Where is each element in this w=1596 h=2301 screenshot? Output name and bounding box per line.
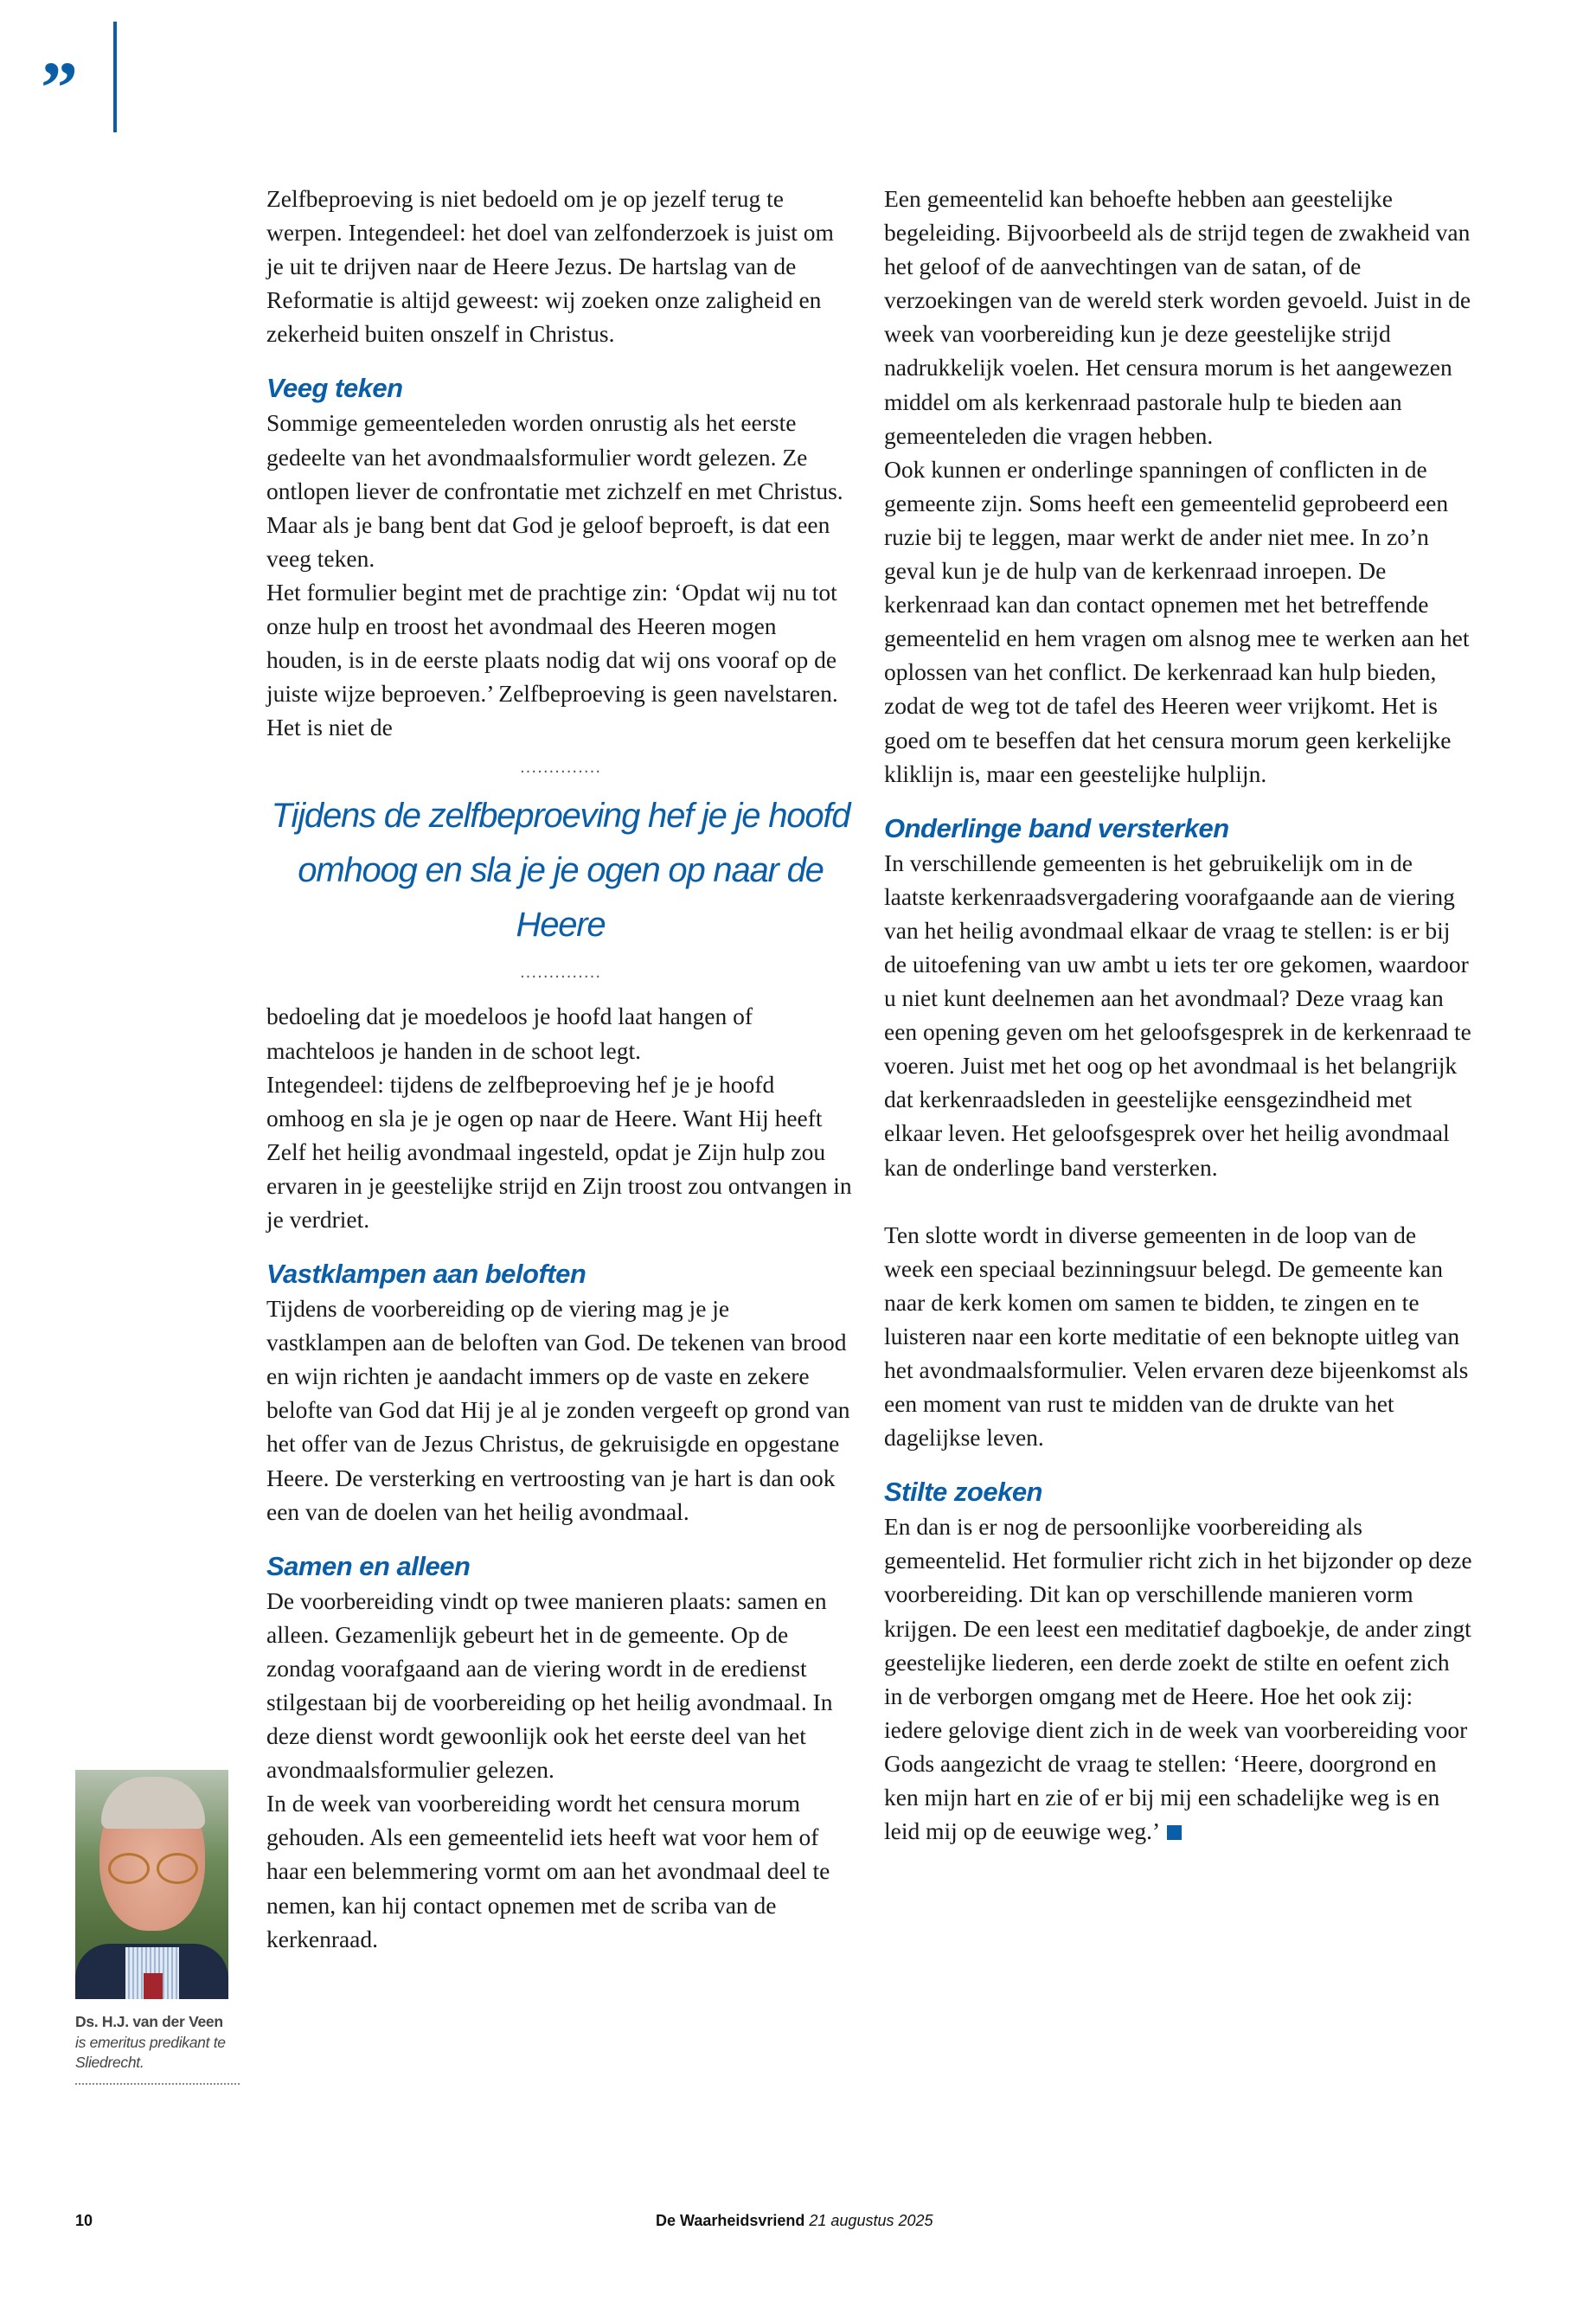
publication-name: De Waarheidsvriend bbox=[656, 2212, 805, 2229]
dotted-divider: .............. bbox=[519, 759, 602, 778]
section-onderlinge-band bbox=[884, 811, 1472, 1455]
paragraph: bedoeling dat je moedeloos je hoofd laat hangen of machteloos je handen in de schoot legt. bbox=[266, 1003, 753, 1064]
accent-rule bbox=[113, 22, 117, 132]
paragraph: Sommige gemeenteleden worden onrustig als het eerste gedeelte van het avondmaalsformulier wordt gelezen. Ze ontlopen liever de confrontatie met zichzelf en met Christus. Maar als je bang bent dat God je geloof beproeft, is dat een veeg teken. bbox=[266, 409, 843, 572]
publication-footer bbox=[656, 2212, 933, 2230]
article-column-right bbox=[884, 182, 1472, 1848]
paragraph: In verschillende gemeenten is het gebruikelijk om in de laatste kerkenraadsvergadering voorafgaande aan de viering van het heilig avondmaal elkaar de vraag te stellen: is er bij de uitoefening van uw ambt u iets ter ore gekomen, waardoor u niet kunt deelnemen aan het avondmaal? Deze vraag kan een opening geven om het geloofsgesprek in de kerkenraad te voeren. Juist met het oog op het avondmaal is het belangrijk dat kerkenraadsleden in geestelijke eensgezindheid met elkaar leven. Het geloofsgesprek over het heilig avondmaal kan de onderlinge band versterken. bbox=[884, 849, 1471, 1181]
paragraph-gap bbox=[884, 1184, 1472, 1218]
author-name: Ds. H.J. van der Veen bbox=[75, 2013, 223, 2030]
article-column-left bbox=[266, 182, 855, 1956]
page-number: 10 bbox=[75, 2212, 93, 2229]
section-heading: Onderlinge band versterken bbox=[884, 812, 1229, 843]
issue-date: 21 augustus 2025 bbox=[809, 2212, 933, 2229]
pull-quote-text: Tijdens de zelfbeproeving hef je je hoofd omhoog en sla je je ogen op naar de Heere bbox=[271, 797, 850, 945]
paragraph: Het formulier begint met de prachtige zin: ‘Opdat wij nu tot onze hulp en troost het avondmaal des Heeren mogen houden, is in de eerste plaats nodig dat wij ons vooraf op de juiste wijze beproeven.’ Zelfbeproeving is geen navelstaren. Het is niet de bbox=[266, 578, 838, 741]
section-heading: Vastklampen aan beloften bbox=[266, 1259, 586, 1290]
paragraph: Ook kunnen er onderlinge spanningen of conflicten in de gemeente zijn. Soms heeft een gemeentelid geprobeerd een ruzie bij te leggen, maar werkt de ander niet mee. In zo’n geval kun je de hulp van de kerkenraad inroepen. De kerkenraad kan dan contact opnemen met het betreffende gemeentelid en hem vragen om alsnog mee te werken aan het oplossen van het conflict. De kerkenraad kan hulp bieden, zodat de weg tot de tafel des Heeren weer vrijkomt. Het is goed om te beseffen dat het censura morum geen kerkelijke kliklijn is, maar een geestelijke hulplijn. bbox=[884, 455, 1470, 787]
quote-mark-icon: ” bbox=[41, 46, 73, 129]
paragraph bbox=[884, 1509, 1472, 1848]
author-box bbox=[75, 1770, 240, 2085]
paragraph: Een gemeentelid kan behoefte hebben aan geestelijke begeleiding. Bijvoorbeeld als de strijd tegen de zwakheid van het geloof of de aanvechtingen van de satan, of de verzoekingen van de wereld sterk worden gevoeld. Juist in de week van voorbereiding kun je deze geestelijke strijd nadrukkelijk voelen. Het censura morum is het aangewezen middel om als kerkenraad pastorale hulp te bieden aan gemeenteleden die vragen hebben. bbox=[884, 185, 1471, 449]
section-heading: Samen en alleen bbox=[266, 1550, 471, 1581]
paragraph-text: En dan is er nog de persoonlijke voorbereiding als gemeentelid. Het formulier richt zich in het bijzonder op deze voorbereiding. Dit kan op verschillende manieren vorm krijgen. De een leest een meditatief dagboekje, de ander zingt geestelijke liederen, een derde zoekt de stilte en oefent zich in de verborgen omgang met de Heere. Hoe het ook zij: iedere gelovige dient zich in de week van voorbereiding voor Gods aangezicht de vraag te stellen: ‘Heere, doorgrond en ken mijn hart en zie of er bij mij een schadelijke weg is en leid mij op de eeuwige weg.’ bbox=[884, 1513, 1472, 1845]
section-heading: Stilte zoeken bbox=[884, 1477, 1042, 1508]
section-heading: Veeg teken bbox=[266, 373, 403, 404]
author-photo bbox=[75, 1770, 228, 1999]
section-samen-en-alleen bbox=[266, 1549, 855, 1956]
section-veeg-teken bbox=[266, 371, 855, 744]
paragraph: De voorbereiding vindt op twee manieren plaats: samen en alleen. Gezamenlijk gebeurt het in de gemeente. Op de zondag voorafgaand aan de viering wordt in de eredienst stilgestaan bij de voorbereiding op het heilig avondmaal. In deze dienst wordt gewoonlijk ook het eerste deel van het avondmaalsformulier gelezen. bbox=[266, 1586, 833, 1784]
section-vastklampen bbox=[266, 1257, 855, 1529]
intro-paragraph: Zelfbeproeving is niet bedoeld om je op jezelf terug te werpen. Integendeel: het doel van zelfonderzoek is juist om je uit te drijven naar de Heere Jezus. De hartslag van de Reformatie is altijd geweest: wij zoeken onze zaligheid en zekerheid buiten onszelf in Christus. bbox=[266, 185, 834, 348]
paragraph: Tijdens de voorbereiding op de viering mag je je vastklampen aan de beloften van God. De tekenen van brood en wijn richten je aandacht immers op de vaste en zekere belofte van God dat Hij je al je zonden vergeeft op grond van het offer van de Jezus Christus, de gekruisigde en opgestane Heere. De versterking en vertroosting van je hart is dan ook een van de doelen van het heilig avondmaal. bbox=[266, 1295, 850, 1525]
end-mark-icon bbox=[1167, 1825, 1182, 1840]
paragraph: In de week van voorbereiding wordt het censura morum gehouden. Als een gemeentelid iets heeft wat voor hem of haar een belemmering vormt om aan het avondmaal deel te nemen, kan hij contact opnemen met de scriba van de kerkenraad. bbox=[266, 1790, 830, 1952]
dotted-divider bbox=[75, 2083, 240, 2085]
pull-quote bbox=[266, 760, 855, 982]
dotted-divider: .............. bbox=[519, 964, 602, 983]
paragraph: Integendeel: tijdens de zelfbeproeving hef je je hoofd omhoog en sla je je ogen op naar de Heere. Want Hij heeft Zelf het heilig avondmaal ingesteld, opdat je Zijn hulp zou ervaren in je geestelijke strijd en Zijn troost zou ontvangen in je verdriet. bbox=[266, 1070, 852, 1233]
section-stilte-zoeken bbox=[884, 1475, 1472, 1848]
paragraph: Ten slotte wordt in diverse gemeenten in de loop van de week een speciaal bezinningsuur belegd. De gemeente kan naar de kerk komen om samen te bidden, te zingen en te luisteren naar een korte meditatie of een beknopte uitleg van het avondmaalsformulier. Velen ervaren deze bijeenkomst als een moment van rust te midden van de drukte van het dagelijkse leven. bbox=[884, 1221, 1469, 1452]
author-role: is emeritus predikant te Sliedrecht. bbox=[75, 2034, 226, 2071]
